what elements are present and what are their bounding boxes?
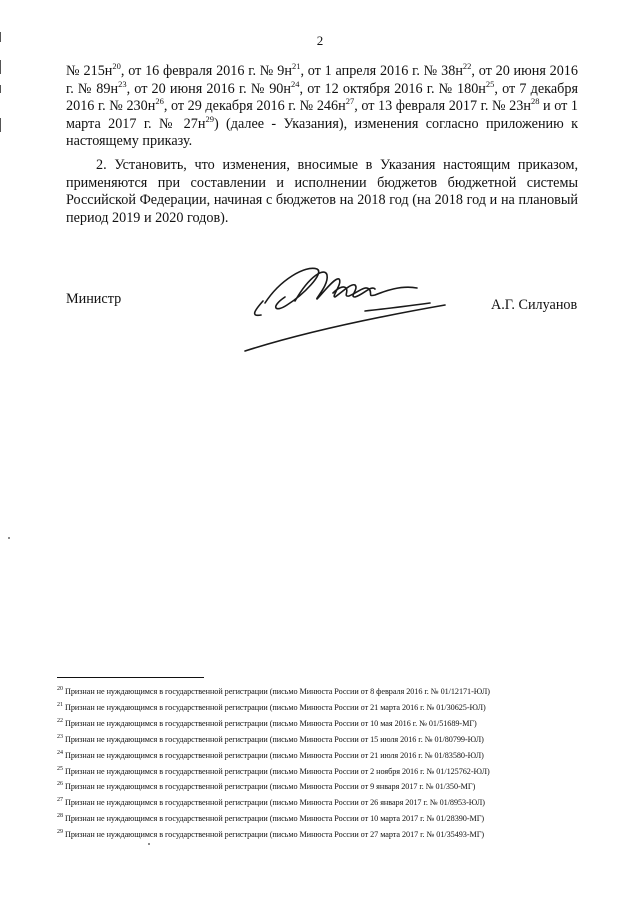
page-number: 2	[316, 33, 324, 48]
footnote-number: 28	[57, 813, 63, 820]
footnote-ref: 25	[485, 78, 495, 89]
footnote-text: Признан не нуждающимся в государственной регистрации (письмо Минюста России от 21 марта 2016 г. № 01/30625-ЮЛ)	[65, 702, 486, 712]
footnote-item	[57, 747, 597, 763]
paragraph-text: № 215н	[66, 63, 113, 79]
footnote-item	[57, 731, 597, 747]
paragraph-text: ) (далее - Указания), изменения согласно приложению к настоящему приказу.	[66, 115, 578, 149]
footnote-number: 26	[57, 781, 63, 788]
paragraph-text: , от 16 февраля 2016 г. № 9н	[120, 63, 292, 79]
footnote-item	[57, 699, 597, 715]
footnote-item	[57, 715, 597, 731]
footnote-ref: 27	[345, 96, 355, 106]
footnote-ref: 20	[112, 61, 121, 71]
footnote-number: 29	[57, 829, 63, 836]
footnote-text: Признан не нуждающимся в государственной регистрации (письмо Минюста России от 10 мая 2016 г. № 01/51689-МГ)	[65, 718, 477, 728]
footnote-number: 27	[57, 797, 63, 804]
paragraph-1	[66, 63, 578, 151]
footnote-ref: 24	[291, 78, 300, 89]
footnote-number: 22	[57, 717, 63, 724]
footnote-text: Признан не нуждающимся в государственной регистрации (письмо Минюста России от 15 июля 2016 г. № 01/80799-ЮЛ)	[65, 734, 484, 744]
margin-mark	[0, 118, 1, 132]
footnote-ref: 26	[155, 96, 164, 106]
footnote-text: Признан не нуждающимся в государственной регистрации (письмо Минюста России от 21 июля 2016 г. № 01/83580-ЮЛ)	[65, 750, 484, 760]
paragraph-text: , от 7 декабря 2016 г. № 230н	[66, 80, 578, 114]
margin-mark	[0, 60, 1, 74]
footnote-item	[57, 763, 597, 779]
footnote-text: Признан не нуждающимся в государственной регистрации (письмо Минюста России от 2 ноября 2016 г. № 01/125762-ЮЛ)	[65, 766, 490, 776]
handwritten-signature	[225, 255, 475, 355]
footnote-ref: 22	[462, 61, 472, 71]
footnote-item	[57, 683, 597, 699]
paragraph-2: 2. Установить, что изменения, вносимые в Указания настоящим приказом, применяются при составлении и исполнении бюджетов бюджетной системы Российской Федерации, начиная с бюджетов на 2018 год (на 2018 год и на плановый период 2019 и 2020 годов).	[66, 157, 578, 226]
footnote-text: Признан не нуждающимся в государственной регистрации (письмо Минюста России от 26 января 2017 г. № 01/8953-ЮЛ)	[65, 798, 485, 808]
paragraph-text: , от 20 июня 2016 г. № 89н	[66, 63, 578, 97]
footnote-number: 24	[57, 749, 63, 756]
footnote-item	[57, 778, 597, 794]
signatory-name: А.Г. Силуанов	[491, 297, 578, 313]
footnote-item	[57, 794, 597, 810]
footnote-item	[57, 826, 597, 842]
footnote-ref: 23	[118, 78, 127, 89]
paragraph-text: , от 29 декабря 2016 г. № 246н	[163, 98, 346, 114]
footnote-number: 25	[57, 765, 63, 772]
paragraph-text: и от 1 марта 2017 г. № 27н	[66, 98, 578, 132]
paragraph-text: , от 12 октября 2016 г. № 180н	[299, 80, 486, 97]
footnote-number: 23	[57, 733, 63, 740]
footnote-item	[57, 810, 597, 826]
footnote-number: 20	[57, 686, 63, 692]
signatory-position: Министр	[66, 291, 122, 307]
footnote-divider	[57, 677, 204, 678]
page-mark	[148, 843, 150, 845]
footnote-text: Признан не нуждающимся в государственной регистрации (письмо Минюста России от 8 февраля 2016 г. № 01/12171-ЮЛ)	[65, 687, 490, 696]
paragraph-text: , от 13 февраля 2017 г. № 23н	[354, 98, 531, 114]
paragraph-text: , от 20 июня 2016 г. № 90н	[126, 80, 291, 97]
footnote-list	[57, 683, 597, 842]
page-mark	[8, 537, 10, 539]
margin-mark	[0, 85, 1, 93]
footnote-ref: 29	[205, 113, 214, 124]
footnote-text: Признан не нуждающимся в государственной регистрации (письмо Минюста России от 10 марта 2017 г. № 01/28390-МГ)	[65, 814, 485, 824]
footnote-text: Признан не нуждающимся в государственной регистрации (письмо Минюста России от 9 января 2017 г. № 01/350-МГ)	[65, 782, 476, 792]
footnote-number: 21	[57, 701, 63, 708]
footnote-ref: 28	[530, 96, 540, 106]
footnote-ref: 21	[291, 61, 301, 71]
footnote-text: Признан не нуждающимся в государственной регистрации (письмо Минюста России от 27 марта 2017 г. № 01/35493-МГ)	[65, 830, 485, 840]
paragraph-text: , от 1 апреля 2016 г. № 38н	[300, 63, 463, 79]
